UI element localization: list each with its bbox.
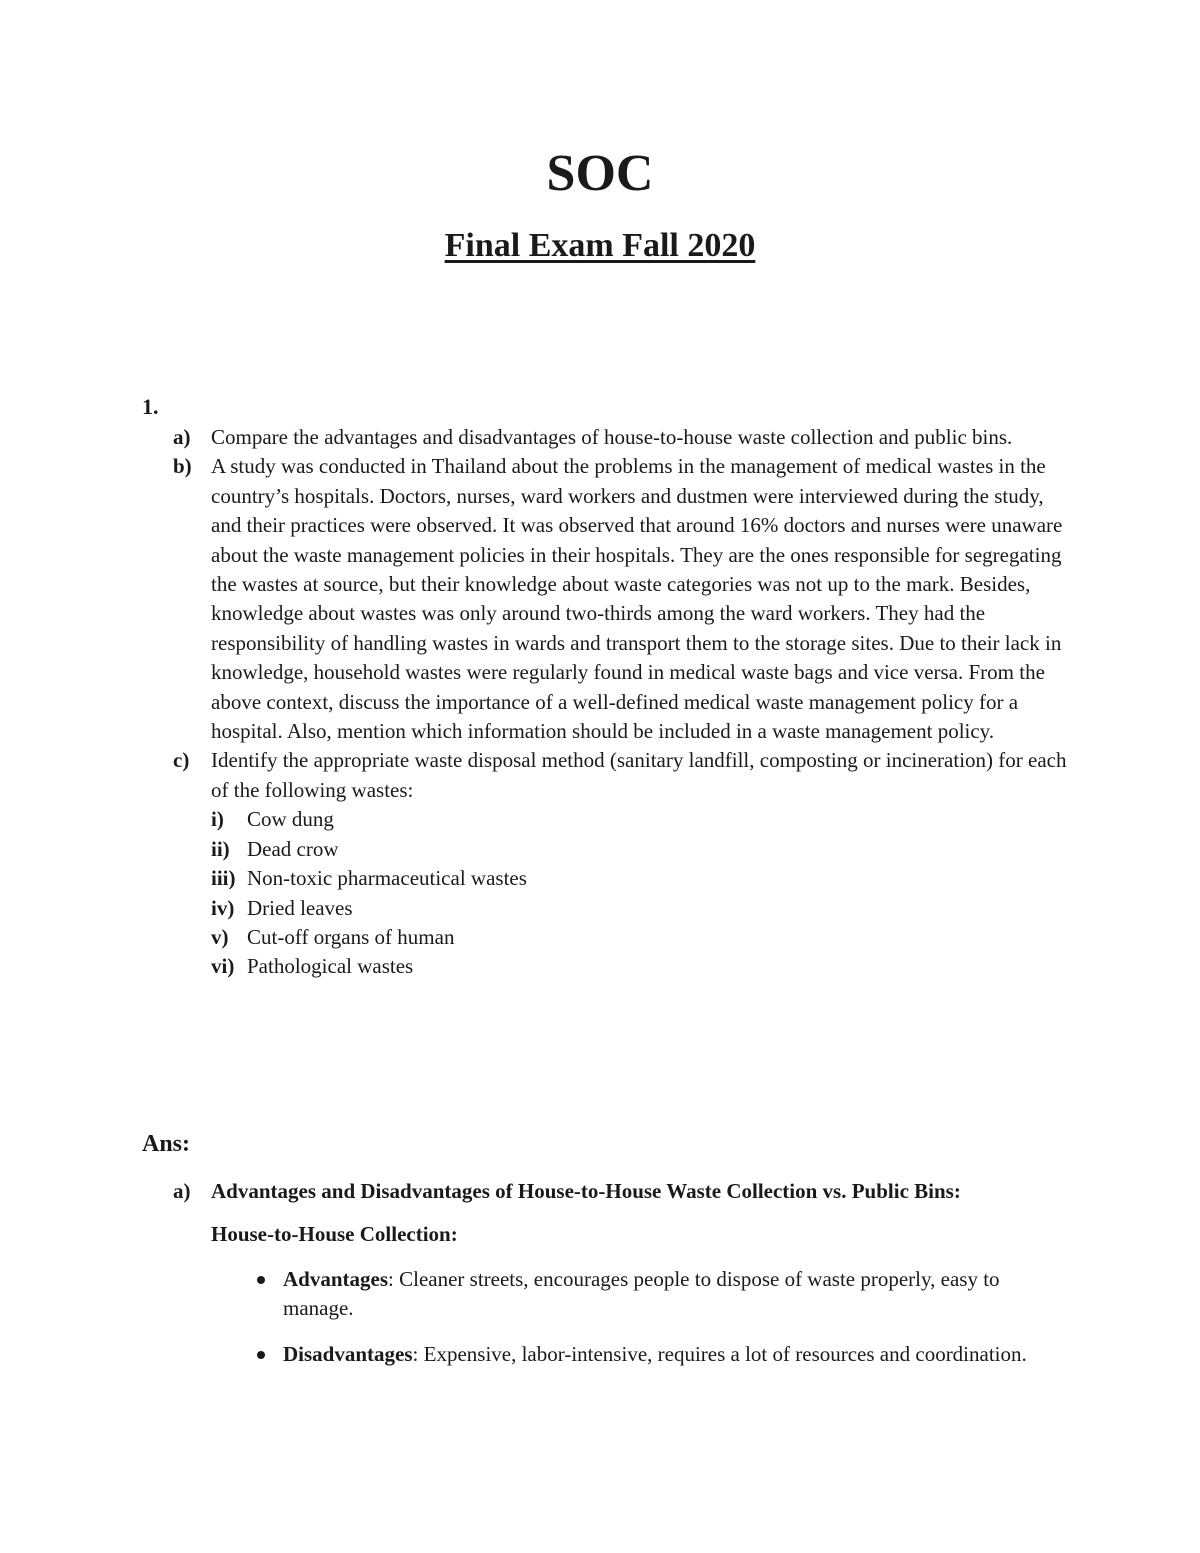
- part-text: Identify the appropriate waste disposal method (sanitary landfill, composting or incineration) for each of the following wastes:: [211, 748, 1067, 802]
- exam-subtitle: Final Exam Fall 2020: [444, 227, 756, 264]
- question-part-a: [142, 423, 1072, 452]
- question-parts: [142, 423, 1072, 982]
- waste-text: Dead crow: [247, 836, 339, 861]
- bullet-list: [211, 1265, 1041, 1385]
- bullet-term: Advantages: [283, 1267, 389, 1291]
- answer-heading: [142, 1128, 190, 1160]
- part-label: a): [173, 425, 191, 449]
- document-title: SOC: [546, 145, 654, 202]
- answer-heading-text: Ans: [142, 1131, 183, 1157]
- bullet-term: Disadvantages: [283, 1341, 413, 1366]
- answer-part-label: a): [173, 1179, 191, 1203]
- waste-label: vi): [211, 954, 235, 979]
- bullet-icon: [211, 1265, 283, 1324]
- waste-item: [211, 894, 1072, 923]
- bullet-sep: :: [412, 1341, 419, 1366]
- bullet-text: Cleaner streets, encourages people to dispose of waste properly, easy to manage.: [283, 1267, 1000, 1321]
- waste-text: Pathological wastes: [247, 954, 414, 979]
- waste-item: [211, 805, 1072, 834]
- list-item: [211, 1265, 1041, 1324]
- waste-text: Cut-off organs of human: [247, 924, 455, 949]
- waste-item: [211, 835, 1072, 864]
- waste-label: i): [211, 807, 224, 832]
- part-text: Compare the advantages and disadvantages of house-to-house waste collection and public bins.: [211, 425, 1013, 449]
- waste-label: v): [211, 924, 229, 949]
- section-title: House-to-House Collection:: [211, 1222, 458, 1246]
- answer-heading-colon: :: [182, 1131, 191, 1157]
- waste-label: iv): [211, 895, 235, 920]
- answer-part-title: Advantages and Disadvantages of House-to-House Waste Collection vs. Public Bins:: [211, 1179, 961, 1203]
- waste-text: Non-toxic pharmaceutical wastes: [247, 866, 527, 891]
- waste-label: ii): [211, 836, 230, 861]
- answer-part-a-heading: [173, 1176, 961, 1206]
- waste-item: [211, 952, 1072, 981]
- question-number: 1.: [142, 394, 159, 419]
- waste-item: [211, 923, 1072, 952]
- list-item: [211, 1340, 1041, 1369]
- question-part-c: [142, 746, 1072, 805]
- bullet-icon: [211, 1340, 283, 1369]
- part-label: c): [173, 748, 190, 773]
- bullet-text: Expensive, labor-intensive, requires a lot of resources and coordination.: [418, 1341, 1027, 1366]
- waste-list: [211, 805, 1072, 981]
- bullet-sep: :: [388, 1267, 394, 1291]
- question-part-b: [142, 452, 1072, 746]
- waste-item: [211, 864, 1072, 893]
- waste-text: Cow dung: [247, 807, 334, 832]
- waste-label: iii): [211, 866, 236, 891]
- waste-text: Dried leaves: [247, 895, 353, 920]
- part-label: b): [173, 454, 192, 479]
- part-text: A study was conducted in Thailand about the problems in the management of medical wastes in the country’s hospitals. Doctors, nurses, ward workers and dustmen were interviewed during the study, and their practices were observed. It was observed that around 16% doctors and nurses were unaware about the waste management policies in their hospitals. They are the ones responsible for segregating the wastes at source, but their knowledge about waste categories was not up to the mark. Besides, knowledge about wastes was only around two-thirds among the ward workers. They had the responsibility of handling wastes in wards and transport them to the storage sites. Due to their lack in knowledge, household wastes were regularly found in medical waste bags and vice versa. From the above context, discuss the importance of a well-defined medical waste management policy for a hospital. Also, mention which information should be included in a waste management policy.: [211, 454, 1063, 744]
